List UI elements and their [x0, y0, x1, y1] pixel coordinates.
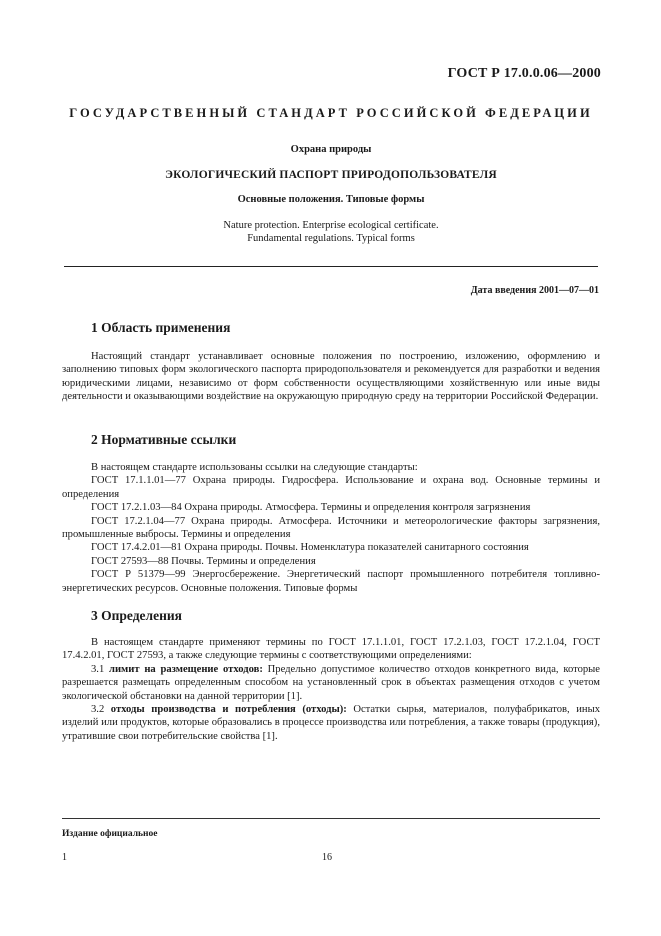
document-code: ГОСТ Р 17.0.0.06—2000: [447, 66, 601, 81]
introduction-date: Дата введения 2001—07—01: [470, 285, 599, 296]
topic-heading: Охрана природы: [290, 144, 372, 155]
section-3-heading: 3 Определения: [91, 608, 182, 623]
definition-number: 3.1: [91, 663, 109, 675]
definition-item: [62, 663, 600, 703]
document-subtitle: Основные положения. Типовые формы: [237, 194, 425, 205]
paragraph: Настоящий стандарт устанавливает основные положения по построению, изложению, оформлению и заполнению типовых форм экологического паспорта природопользователя и рекомендуется для разработки и ведения юридическими лицами, независимо от форм собственности осуществляющими хозяйственную или иные виды деятельности и оказывающими воздействие на окружающую природную среду на территории Российской Федерации.: [62, 351, 600, 403]
reference-item: ГОСТ 17.2.1.04—77 Охрана природы. Атмосфера. Источники и метеорологические факторы загрязнения, промышленные выбросы. Термины и определения: [62, 515, 600, 541]
header-divider: [64, 266, 598, 267]
page-number: 16: [322, 852, 332, 863]
reference-item: ГОСТ 17.1.1.01—77 Охрана природы. Гидросфера. Использование и охрана вод. Основные термины и определения: [62, 475, 600, 500]
document-title: ЭКОЛОГИЧЕСКИЙ ПАСПОРТ ПРИРОДОПОЛЬЗОВАТЕЛЯ: [165, 169, 497, 181]
reference-item: ГОСТ 17.2.1.03—84 Охрана природы. Атмосфера. Термины и определения контроля загрязнения: [91, 502, 531, 514]
english-title-line: Nature protection. Enterprise ecological certificate.: [223, 220, 439, 231]
definition-term: отходы производства и потребления (отходы):: [110, 704, 347, 716]
english-title-line: Fundamental regulations. Typical forms: [247, 233, 415, 244]
paragraph: В настоящем стандарте использованы ссылки на следующие стандарты:: [91, 462, 418, 473]
definition-term: лимит на размещение отходов:: [109, 663, 263, 675]
section-3-body: [62, 636, 600, 743]
section-2-body: [62, 461, 600, 595]
reference-item: ГОСТ 27593—88 Почвы. Термины и определения: [91, 555, 316, 567]
edition-label: Издание официальное: [62, 829, 158, 839]
definition-text: Остатки сырья, материалов, полуфабрикатов, иных изделий или продуктов, которые образовались в процессе производства или потребления, а также товары (продукция), утратившие свои потребительские свойства [1].: [62, 704, 600, 742]
footer-divider: [62, 818, 600, 819]
english-title: [62, 219, 600, 245]
section-2-heading: 2 Нормативные ссылки: [91, 432, 237, 447]
section-1-heading: 1 Область применения: [91, 320, 231, 335]
state-standard-title: ГОСУДАРСТВЕННЫЙ СТАНДАРТ РОССИЙСКОЙ ФЕДЕРАЦИИ: [69, 106, 593, 120]
definition-number: 3.2: [91, 704, 111, 716]
page-marker-left: 1: [62, 852, 67, 863]
definition-text: Предельно допустимое количество отходов конкретного вида, которые разрешается размещать определенным способом на установленный срок в объектах размещения отходов с учетом экологической обстановки на данной территории [1].: [62, 663, 601, 702]
reference-item: ГОСТ Р 51379—99 Энергосбережение. Энергетический паспорт промышленного потребителя топливно-энергетических ресурсов. Основные положения. Типовые формы: [62, 569, 600, 594]
section-1-body: [62, 350, 600, 404]
paragraph: В настоящем стандарте применяют термины по ГОСТ 17.1.1.01, ГОСТ 17.2.1.03, ГОСТ 17.2.1.04, ГОСТ 17.4.2.01, ГОСТ 27593, а также следующие термины с соответствующими определениями:: [62, 637, 600, 662]
definition-item: [62, 703, 600, 743]
reference-item: ГОСТ 17.4.2.01—81 Охрана природы. Почвы. Номенклатура показателей санитарного состояния: [91, 542, 529, 554]
